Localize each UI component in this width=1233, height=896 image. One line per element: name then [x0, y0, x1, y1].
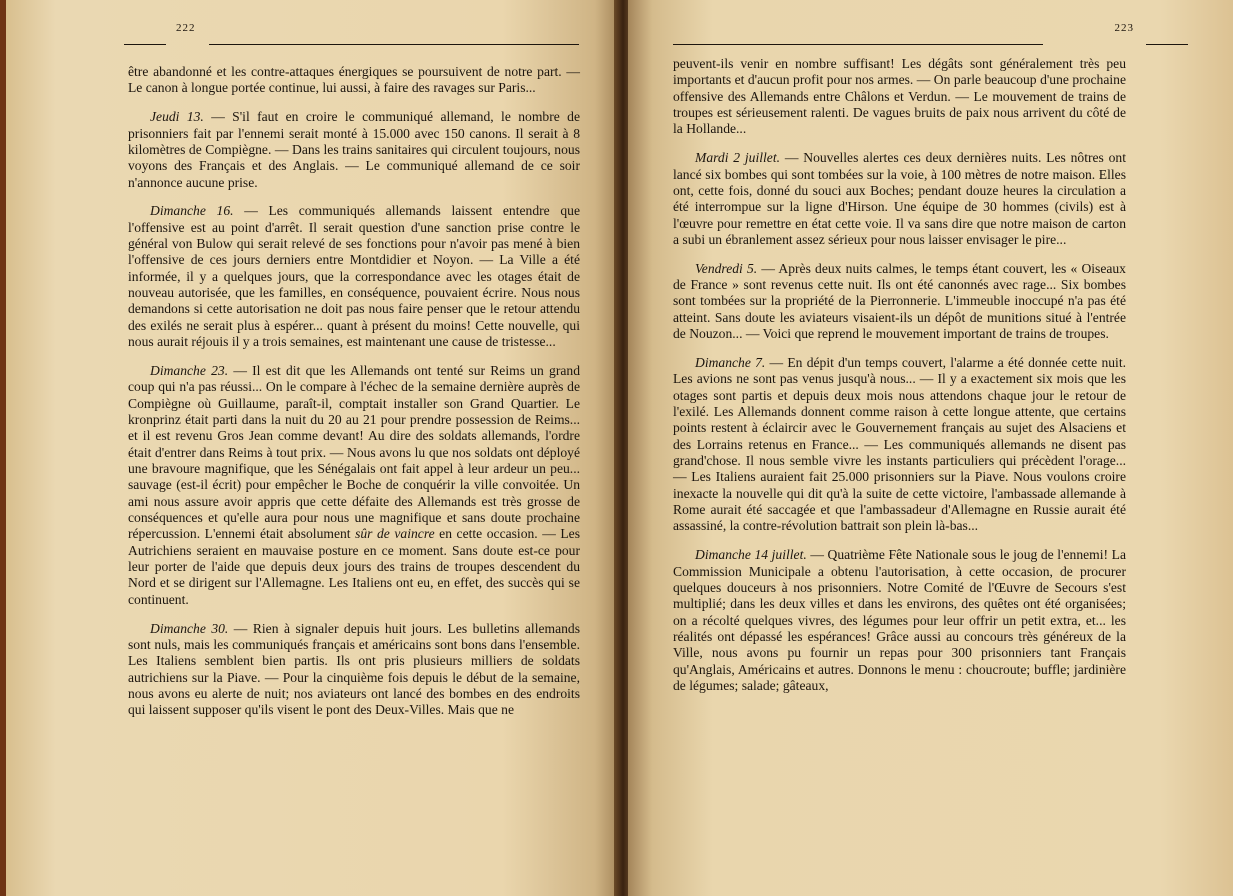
- paragraph: Dimanche 7. — En dépit d'un temps couvert, l'alarme a été donnée cette nuit. Les avions ne sont pas venus jusqu'à nous... — Il y a exactement six mois que les otages sont partis et depuis deux mois nous attendons chaque jour le retour de l'exilé. Les Allemands donnent comme raison à cette longue attente, que certains points restent à éclaircir avec le Gouvernement français au sujet des Alsaciens et des Lorrains retenus en France... — Les communiqués allemands ne disent pas grand'chose. Il nous semble vivre les instants particuliers qui précèdent l'orage... — Les Italiens auraient fait 25.000 prisonniers sur la Piave. Nous voulons croire inexacte la nouvelle qui dit qu'à la suite de cette victoire, l'ambassade allemande à Rome aurait été saccagée et que l'ambassadeur d'Allemagne en Russie aurait été assassiné, la contre-révolution battrait son plein là-bas...: [673, 355, 1126, 534]
- right-page-text: [673, 56, 1126, 707]
- header-rule-long: [209, 44, 579, 45]
- paragraph: Dimanche 23. — Il est dit que les Allemands ont tenté sur Reims un grand coup qui n'a pas réussi... On le compare à l'échec de la semaine dernière auprès de Compiègne où Guillaume, paraît-il, comptait installer son Grand Quartier. Le kronprinz était parti dans la nuit du 20 au 21 pour prendre possession de Reims... et il est revenu Gros Jean comme devant! Au dire des soldats allemands, l'ordre était d'entrer dans Reims à tout prix. — Nous avons lu que nos soldats ont déployé une bravoure magnifique, que les Sénégalais ont fait appel à leur ardeur un peu... sauvage (est-il écrit) pour empêcher le Boche de conquérir la ville convoitée. Un ami nous assure avoir appris que cette défaite des Allemands est très grosse de conséquences et qu'elle aura pour nous une magnifique et sans doute prochaine répercussion. L'ennemi était absolument sûr de vaincre en cette occasion. — Les Autrichiens seraient en mauvaise posture en ce moment. Sans doute est-ce pour leur porter de l'aide que depuis deux jours des trains de troupes descendent du Nord et se dirigent sur l'Allemagne. Les Italiens ont eu, en effet, des succès qui se continuent.: [128, 363, 580, 607]
- header-rule-short: [124, 44, 166, 45]
- entry-date: Dimanche 14 juillet.: [695, 547, 807, 563]
- entry-date: Mardi 2 juillet.: [695, 150, 781, 166]
- paragraph: Dimanche 14 juillet. — Quatrième Fête Nationale sous le joug de l'ennemi! La Commission Municipale a obtenu l'autorisation, à cette occasion, de procurer quelques douceurs à nos prisonniers. Notre Comité de l'Œuvre de Secours s'est multiplié; dans les deux villes et dans les environs, des quêtes ont été organisées; on a récolté quelques vivres, des légumes pour leur offrir un petit extra, et... les réalités ont dépassé les espérances! Grâce aussi au concours très généreux de la Ville, nous avons pu fournir un repas pour 300 prisonniers tant Français qu'Anglais, Américains et autres. Donnons le menu : choucroute; buffle; jardinière de légumes; salade; gâteaux,: [673, 547, 1126, 694]
- paragraph: Dimanche 16. — Les communiqués allemands laissent entendre que l'offensive est au point d'arrêt. Il serait question d'une sanction prise contre le général von Bulow qui serait relevé de ses fonctions pour n'avoir pas mené à bien l'offensive de ces jours derniers entre Montdidier et Noyon. — La Ville a été informée, il y a quelques jours, que la correspondance avec les otages était de nouveau autorisée, que les familles, en conséquence, pouvaient écrire. Nous nous demandons si cette autorisation ne doit pas nous faire penser que le retour attendu des exilés ne serait plus à espérer... quant à présent du moins! Cette nouvelle, qui nous aurait réjouis il y a trois semaines, est maintenant une cause de tristesse...: [128, 203, 580, 350]
- paragraph: Jeudi 13. — S'il faut en croire le communiqué allemand, le nombre de prisonniers fait par l'ennemi serait monté à 15.000 avec 150 canons. Il serait à 8 kilomètres de Compiègne. — Dans les trains sanitaires qui circulent toujours, nous voyons des Français et des Anglais. — Le communiqué allemand de ce soir n'annonce aucune prise.: [128, 109, 580, 190]
- paragraph: Vendredi 5. — Après deux nuits calmes, le temps étant couvert, les « Oiseaux de France » sont revenus cette nuit. Ils ont été canonnés avec rage... Six bombes sont tombées sur la propriété de la Pierronnerie. L'immeuble inoccupé n'a pas été atteint. Sans doute les aviateurs visaient-ils un dépôt de munitions situé à l'entrée de Nouzon... — Voici que reprend le mouvement important de trains de troupes.: [673, 260, 1126, 342]
- entry-date: Dimanche 7.: [695, 355, 766, 370]
- header-rule-short: [1146, 44, 1188, 45]
- entry-date: Dimanche 30.: [150, 620, 229, 636]
- entry-date: Dimanche 23.: [150, 363, 229, 378]
- left-page-text: [128, 64, 580, 731]
- right-page: [628, 0, 1233, 896]
- entry-date: Dimanche 16.: [150, 203, 234, 219]
- page-number-right: 223: [1114, 22, 1134, 34]
- paragraph: être abandonné et les contre-attaques énergiques se poursuivent de notre part. — Le canon à longue portée continue, lui aussi, à faire des ravages sur Paris...: [128, 64, 580, 96]
- header-rule-long: [673, 44, 1043, 45]
- paragraph: Mardi 2 juillet. — Nouvelles alertes ces deux dernières nuits. Les nôtres ont lancé six bombes qui sont tombées sur la voie, à 100 mètres de notre maison. Elles ont, cette fois, donné du souci aux Boches; pendant douze heures la circulation a été interrompue sur la ligne d'Hirson. Une équipe de 30 hommes (civils) est à l'œuvre pour remettre en état cette voie. Il va sans dire que notre maison de carton a subi un ébranlement assez sérieux pour nous laisser envisager le pire...: [673, 150, 1127, 247]
- paragraph: peuvent-ils venir en nombre suffisant! Les dégâts sont généralement très peu importants et d'aucun profit pour nos armes. — On parle beaucoup d'une prochaine offensive des Allemands entre Châlons et Verdun. — Le mouvement de trains de troupes est sérieusement ralenti. De vagues bruits de paix nous arrivent du côté de la Hollande...: [673, 56, 1126, 137]
- entry-date: Vendredi 5.: [695, 260, 758, 276]
- paragraph: Dimanche 30. — Rien à signaler depuis huit jours. Les bulletins allemands sont nuls, mais les communiqués français et américains sont bons dans l'ensemble. Les Italiens semblent bien partis. Ils ont pris plusieurs milliers de soldats autrichiens sur la Piave. — Pour la cinquième fois depuis le début de la semaine, nous avons eu alerte de nuit; nos aviateurs ont lancé des bombes en des endroits qui laissent supposer qu'ils visent le pont des Deux-Villes. Mais que ne: [128, 620, 580, 718]
- entry-date: Jeudi 13.: [150, 109, 204, 125]
- page-number-left: 222: [176, 22, 196, 34]
